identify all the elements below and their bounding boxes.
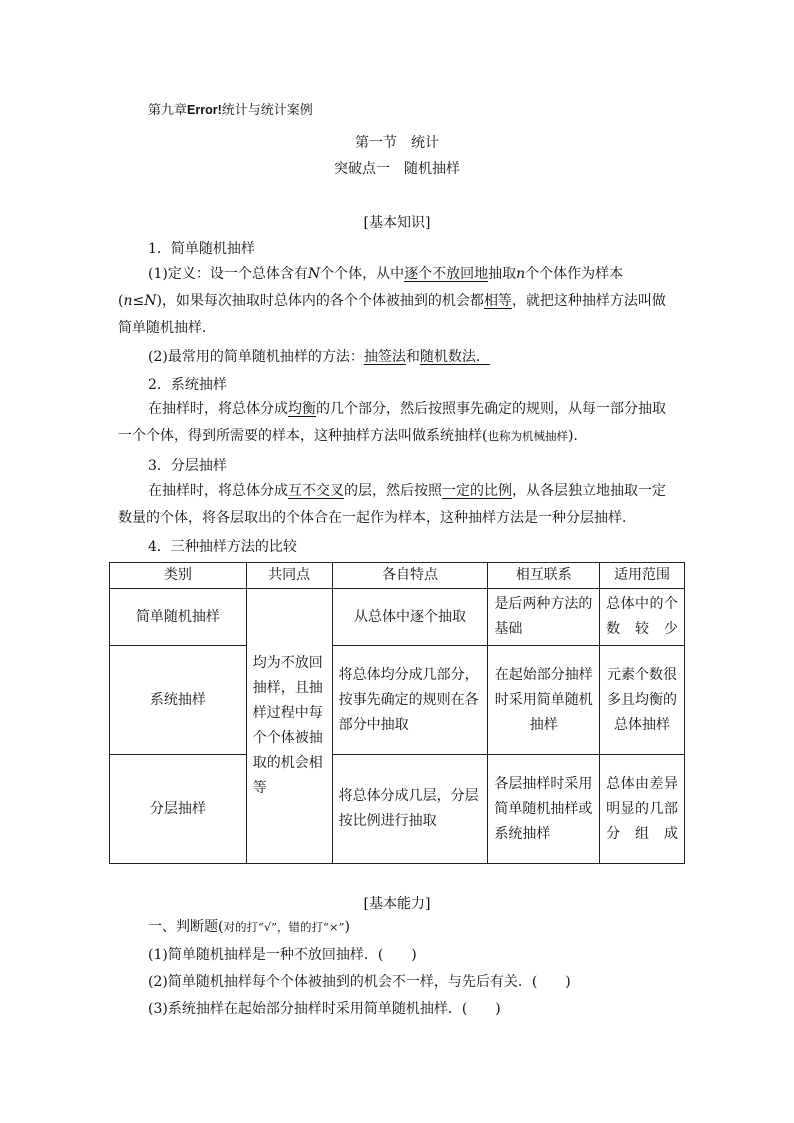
scope-cell: 元素个数很多且均衡的总体抽样 [600,646,685,755]
feature-cell: 将总体均分成几部分，按事先确定的规则在各部分中抽取 [332,646,488,755]
feature-cell: 将总体分成几层，分层按比例进行抽取 [332,755,488,864]
type-cell: 简单随机抽样 [110,589,247,646]
s3-text: 在抽样时，将总体分成互不交叉的层，然后按照一定的比例，从各层独立地抽取一定数量的个体，将各层取出的个体合在一起作为样本，这种抽样方法是一种分层抽样． [118,483,666,526]
s1-definition: (1)定义：设一个总体含有N个个体，从中逐个不放回地抽取n个个体作为样本(n≤N)，如果每次抽取时总体内的各个个体被抽到的机会都相等，就把这种抽样方法叫做简单随机抽样． [118,266,666,336]
s3-title: 3．分层抽样 [148,458,227,474]
question-3: (3)系统抽样在起始部分抽样时采用简单随机抽样．( ) [148,1001,501,1017]
basic-ability-heading: [基本能力] [363,896,431,912]
relation-cell: 在起始部分抽样时采用简单随机抽样 [488,646,600,755]
question-1: (1)简单随机抽样是一种不放回抽样．( ) [148,947,417,963]
chapter-error: Error! [187,103,222,117]
question-2: (2)简单随机抽样每个个体被抽到的机会不一样，与先后有关．( ) [148,974,571,990]
relation-cell: 是后两种方法的基础 [488,589,600,646]
point-title: 突破点一 随机抽样 [334,161,460,177]
common-cell: 均为不放回抽样，且抽样过程中每个个体被抽取的机会相等 [246,589,332,864]
chapter-prefix: 第九章 [148,103,188,118]
table-row [110,646,685,755]
basic-knowledge-heading: [基本知识] [363,215,431,231]
s2-title: 2．系统抽样 [148,377,227,393]
relation-cell: 各层抽样时采用简单随机抽样或系统抽样 [488,755,600,864]
s2-text: 在抽样时，将总体分成均衡的几个部分，然后按照事先确定的规则，从每一部分抽取一个个体，得到所需要的样本，这种抽样方法叫做系统抽样(也称为机械抽样). [118,401,666,444]
s1-title: 1．简单随机抽样 [148,241,255,257]
chapter-title [148,99,313,118]
header-scope: 适用范围 [600,563,685,589]
chapter-suffix: 统计与统计案例 [221,103,313,118]
s4-title: 4．三种抽样方法的比较 [148,539,297,555]
table-row [110,589,685,646]
header-common: 共同点 [246,563,332,589]
feature-cell: 从总体中逐个抽取 [332,589,488,646]
type-cell: 分层抽样 [110,755,247,864]
scope-cell: 总体由差异明显的几部分组成 [600,755,685,864]
table-header-row [110,563,685,589]
header-relation: 相互联系 [488,563,600,589]
header-type: 类别 [110,563,247,589]
section-title: 第一节 统计 [355,135,439,151]
s1-methods: (2)最常用的简单随机抽样的方法：抽签法和随机数法． [148,349,490,365]
scope-cell: 总体中的个数较少 [600,589,685,646]
judgment-title: 一、判断题(对的打“√”，错的打“×”) [148,919,350,935]
comparison-table [109,562,685,864]
type-cell: 系统抽样 [110,646,247,755]
table-row [110,755,685,864]
header-feature: 各自特点 [332,563,488,589]
